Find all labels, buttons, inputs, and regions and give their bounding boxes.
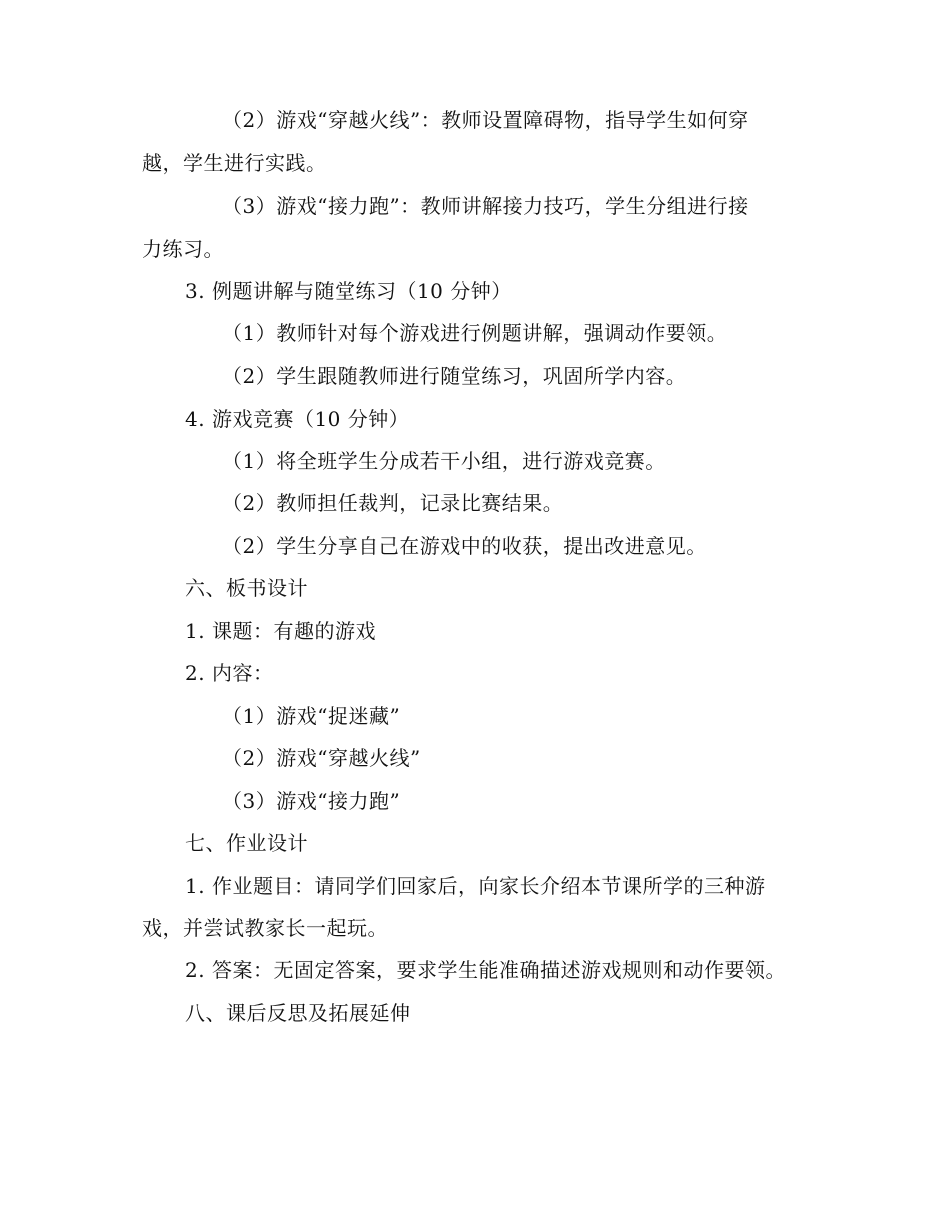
paragraph-line: （3）游戏“接力跑”：教师讲解接力技巧，学生分组进行接 bbox=[222, 194, 749, 218]
list-item: 1. 作业题目：请同学们回家后，向家长介绍本节课所学的三种游 bbox=[185, 874, 766, 898]
paragraph-line: 力练习。 bbox=[142, 237, 224, 261]
list-item: （1）游戏“捉迷藏” bbox=[222, 704, 401, 728]
paragraph-line: 越，学生进行实践。 bbox=[142, 151, 327, 175]
section-heading: 六、板书设计 bbox=[185, 576, 308, 600]
section-item-heading: 4. 游戏竞赛（10 分钟） bbox=[185, 407, 410, 431]
paragraph-line: （2）学生跟随教师进行随堂练习，巩固所学内容。 bbox=[222, 364, 687, 388]
paragraph-line: （2）游戏“穿越火线”：教师设置障碍物，指导学生如何穿 bbox=[222, 108, 749, 132]
paragraph-line: （1）教师针对每个游戏进行例题讲解，强调动作要领。 bbox=[222, 321, 728, 345]
list-item: 1. 课题：有趣的游戏 bbox=[185, 619, 376, 643]
section-heading: 七、作业设计 bbox=[185, 831, 308, 855]
list-item: （3）游戏“接力跑” bbox=[222, 789, 401, 813]
list-item: 2. 内容： bbox=[185, 661, 274, 685]
list-item: 2. 答案：无固定答案，要求学生能准确描述游戏规则和动作要领。 bbox=[185, 958, 786, 982]
paragraph-line: （1）将全班学生分成若干小组，进行游戏竞赛。 bbox=[222, 449, 666, 473]
paragraph-line: （2）教师担任裁判，记录比赛结果。 bbox=[222, 491, 564, 515]
section-heading: 八、课后反思及拓展延伸 bbox=[185, 1001, 411, 1025]
paragraph-line: （2）学生分享自己在游戏中的收获，提出改进意见。 bbox=[222, 534, 707, 558]
list-item: （2）游戏“穿越火线” bbox=[222, 746, 421, 770]
section-item-heading: 3. 例题讲解与随堂练习（10 分钟） bbox=[185, 279, 512, 303]
paragraph-line: 戏，并尝试教家长一起玩。 bbox=[142, 916, 388, 940]
